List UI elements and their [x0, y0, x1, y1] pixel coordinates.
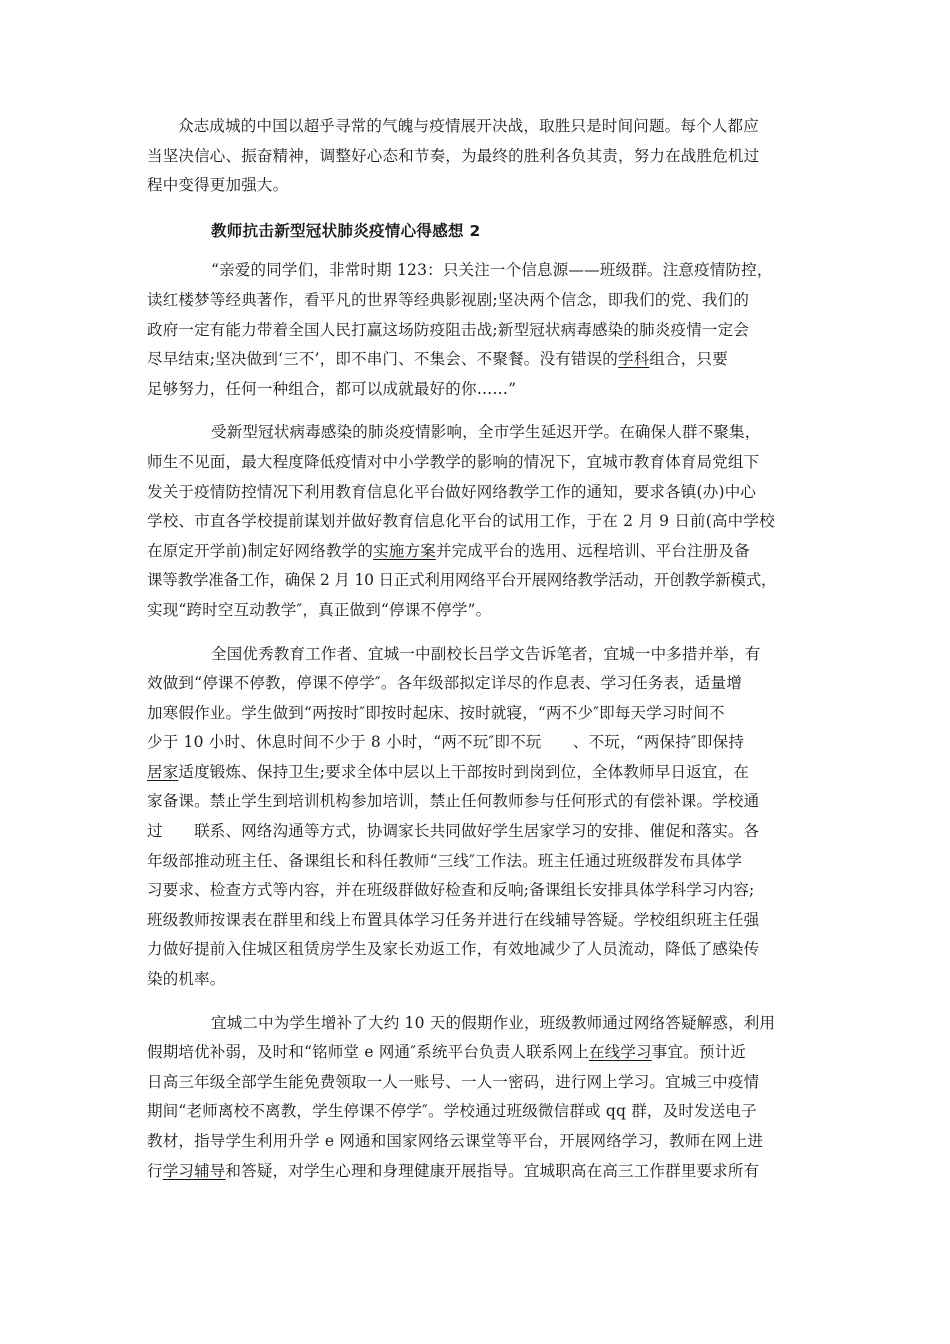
paragraph-5 [147, 1009, 813, 1187]
text-line: 宜城二中为学生增补了大约 10 天的假期作业，班级教师通过网络答疑解惑，利用 [211, 1013, 776, 1032]
text-run: 和答疑，对学生心理和身理健康开展指导。宜城职高在高三工作群里要求所有 [225, 1161, 760, 1180]
text-line [147, 1157, 813, 1187]
text-run: 事宜。预计近 [651, 1043, 746, 1062]
text-line: 足够努力，任何一种组合，都可以成就最好的你……” [147, 379, 517, 398]
text-line: 加寒假作业。学生做到“两按时″即按时起床、按时就寝，“两不少″即每天学习时间不 [147, 703, 725, 722]
link-home[interactable]: 居家 [147, 762, 179, 781]
text-line: 课等教学准备工作，确保 2 月 10 日正式利用网络平台开展网络教学活动，开创教学新模式， [147, 571, 777, 590]
text-run: 在原定开学前)制定好网络教学的 [147, 541, 374, 560]
text-line: 众志成城的中国以超乎寻常的气魄与疫情展开决战，取胜只是时间问题。每个人都应 [178, 117, 759, 135]
text-line: 家备课。禁止学生到培训机构参加培训，禁止任何教师参与任何形式的有偿补课。学校通 [147, 792, 760, 811]
text-run: 并完成平台的选用、远程培训、平台注册及备 [435, 541, 750, 560]
text-line: “亲爱的同学们，非常时期 123：只关注一个信息源——班级群。注意疫情防控， [211, 261, 773, 280]
text-line: 全国优秀教育工作者、宜城一中副校长吕学文告诉笔者，宜城一中多措并举，有 [211, 644, 761, 663]
text-run: 假期培优补弱，及时和“铭师堂 e 网通″系统平台负责人联系网上 [147, 1043, 589, 1062]
text-line: 教材，指导学生利用升学 e 网通和国家网络云课堂等平台，开展网络学习，教师在网上进 [147, 1132, 764, 1150]
link-subject[interactable]: 学科 [617, 350, 650, 369]
paragraph-2 [147, 256, 813, 404]
text-line [147, 345, 813, 375]
paragraph-4 [147, 640, 813, 995]
link-learning-tutoring[interactable]: 学习辅导 [162, 1161, 226, 1180]
text-run: 组合，只要 [649, 350, 728, 369]
text-line [147, 758, 813, 788]
paragraph-1 [147, 112, 813, 201]
paragraph-3 [147, 418, 813, 625]
document-page [147, 112, 813, 1186]
text-line: 实现“跨时空互动教学″，真正做到“停课不停学”。 [147, 600, 492, 619]
text-run: 适度锻炼、保持卫生;要求全体中层以上干部按时到岗到位，全体教师早日返宜，在 [178, 762, 750, 781]
text-line: 日高三年级全部学生能免费领取一人一账号、一人一密码，进行网上学习。宜城三中疫情 [147, 1072, 760, 1091]
section-heading: 教师抗击新型冠状肺炎疫情心得感想 2 [211, 221, 481, 240]
link-implementation-plan[interactable]: 实施方案 [373, 541, 436, 560]
text-line: 过 联系、网络沟通等方式，协调家长共同做好学生居家学习的安排、催促和落实。各 [147, 822, 760, 841]
text-line: 力做好提前入住城区租赁房学生及家长劝返工作，有效地减少了人员流动，降低了感染传 [147, 940, 760, 959]
text-line: 受新型冠状病毒感染的肺炎疫情影响，全市学生延迟开学。在确保人群不聚集， [211, 423, 761, 442]
text-run: 尽早结束;坚决做到‘三不’，即不串门、不集会、不聚餐。没有错误的 [147, 350, 618, 369]
text-run: 行 [147, 1161, 163, 1180]
text-line: 当坚决信心、振奋精神，调整好心态和节奏，为最终的胜利各负其责，努力在战胜危机过 [147, 146, 760, 165]
text-line: 期间“老师离校不离教，学生停课不停学″。学校通过班级微信群或 qq 群，及时发送电子 [147, 1102, 757, 1121]
text-line: 师生不见面，最大程度降低疫情对中小学教学的影响的情况下，宜城市教育体育局党组下 [147, 452, 760, 471]
link-online-learning[interactable]: 在线学习 [588, 1043, 652, 1062]
text-line: 学校、市直各学校提前谋划并做好教育信息化平台的试用工作，于在 2 月 9 日前(高中学校 [147, 512, 775, 531]
text-line: 发关于疫情防控情况下利用教育信息化平台做好网络教学工作的通知，要求各镇(办)中心 [147, 482, 757, 501]
text-line: 染的机率。 [147, 970, 226, 989]
text-line: 习要求、检查方式等内容，并在班级群做好检查和反响;备课组长安排具体学科学习内容; [147, 881, 755, 900]
text-line: 政府一定有能力带着全国人民打赢这场防疫阻击战;新型冠状病毒感染的肺炎疫情一定会 [147, 320, 750, 339]
text-line [147, 537, 813, 567]
text-line: 程中变得更加强大。 [147, 176, 289, 195]
text-line: 效做到“停课不停教，停课不停学″。各年级部拟定详尽的作息表、学习任务表，适量增 [147, 674, 743, 693]
text-line: 少于 10 小时、休息时间不少于 8 小时，“两不玩″即不玩 、不玩，“两保持″即保持 [147, 733, 745, 752]
text-line: 班级教师按课表在群里和线上布置具体学习任务并进行在线辅导答疑。学校组织班主任强 [147, 910, 760, 929]
text-line [147, 1038, 813, 1068]
text-line: 读红楼梦等经典著作，看平凡的世界等经典影视剧;坚决两个信念，即我们的党、我们的 [147, 290, 750, 309]
text-line: 年级部推动班主任、备课组长和科任教师“三线″工作法。班主任通过班级群发布具体学 [147, 851, 743, 870]
